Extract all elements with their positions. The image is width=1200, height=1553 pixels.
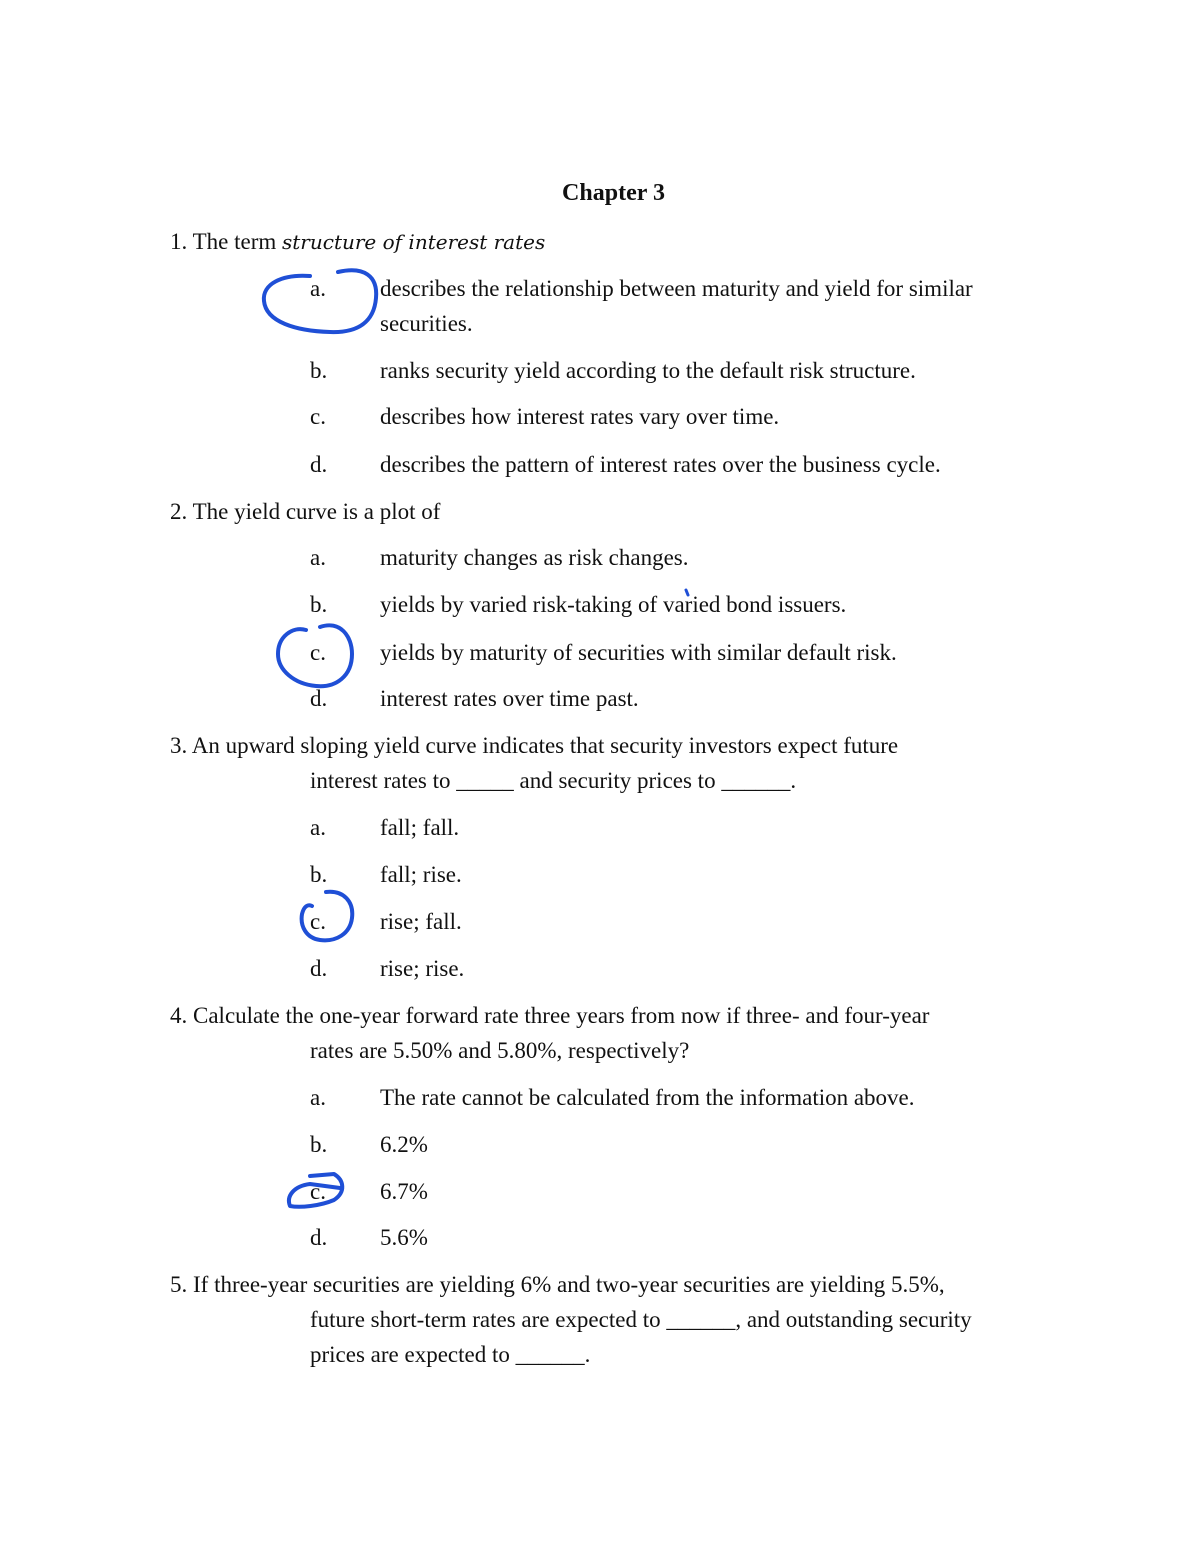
option-text: describes the pattern of interest rates over the business cycle. <box>380 452 941 477</box>
question-text-line-1: Calculate the one-year forward rate three years from now if three- and four-year <box>193 1003 930 1028</box>
option-text: The rate cannot be calculated from the information above. <box>380 1085 915 1110</box>
question-1-stem <box>170 224 545 260</box>
question-text-line-3: prices are expected to ______. <box>310 1342 591 1367</box>
question-number: 2. <box>170 499 188 524</box>
question-italic-term: structure of interest rates <box>282 230 546 254</box>
option-text: describes the relationship between maturity and yield for similar securities. <box>380 276 973 336</box>
option-text: maturity changes as risk changes. <box>380 545 689 570</box>
question-2-stem <box>170 494 440 529</box>
option-letter: d. <box>310 452 328 477</box>
question-text: The term <box>192 229 282 254</box>
option-text: ranks security yield according to the default risk structure. <box>380 358 916 383</box>
option-text: rise; rise. <box>380 956 465 981</box>
option-letter: d. <box>310 956 328 981</box>
option-letter: c. <box>310 1179 326 1204</box>
option-letter: a. <box>310 276 326 301</box>
question-number: 3. <box>170 733 188 758</box>
question-4-stem <box>170 998 929 1068</box>
question-text-line-2: future short-term rates are expected to ______, and outstanding security <box>310 1307 972 1332</box>
question-text-line-1: If three-year securities are yielding 6% and two-year securities are yielding 5.5%, <box>193 1272 945 1297</box>
option-letter: b. <box>310 862 328 887</box>
question-number: 5. <box>170 1272 188 1297</box>
question-text-line-1: An upward sloping yield curve indicates that security investors expect future <box>191 733 899 758</box>
option-letter: c. <box>310 404 326 429</box>
option-text: rise; fall. <box>380 909 462 934</box>
question-text-line-2: interest rates to _____ and security prices to ______. <box>310 768 797 793</box>
option-text: fall; fall. <box>380 815 460 840</box>
question-3-stem <box>170 728 898 798</box>
option-letter: d. <box>310 1225 328 1250</box>
option-text: yields by varied risk-taking of varied bond issuers. <box>380 592 847 617</box>
option-letter: a. <box>310 1085 326 1110</box>
option-text: yields by maturity of securities with similar default risk. <box>380 640 897 665</box>
option-text: 6.7% <box>380 1179 428 1204</box>
option-text: describes how interest rates vary over time. <box>380 404 780 429</box>
option-text: interest rates over time past. <box>380 686 639 711</box>
question-5-stem <box>170 1267 972 1372</box>
question-number: 4. <box>170 1003 188 1028</box>
question-text: The yield curve is a plot of <box>192 499 441 524</box>
option-letter: b. <box>310 1132 328 1157</box>
option-letter: a. <box>310 545 326 570</box>
page-title: Chapter 3 <box>562 180 665 206</box>
question-text-line-2: rates are 5.50% and 5.80%, respectively? <box>310 1038 690 1063</box>
option-letter: c. <box>310 640 326 665</box>
option-letter: a. <box>310 815 326 840</box>
option-text: 5.6% <box>380 1225 428 1250</box>
option-letter: c. <box>310 909 326 934</box>
option-letter: d. <box>310 686 328 711</box>
option-letter: b. <box>310 592 328 617</box>
option-letter: b. <box>310 358 328 383</box>
option-text: fall; rise. <box>380 862 462 887</box>
question-number: 1. <box>170 229 188 254</box>
option-text: 6.2% <box>380 1132 428 1157</box>
